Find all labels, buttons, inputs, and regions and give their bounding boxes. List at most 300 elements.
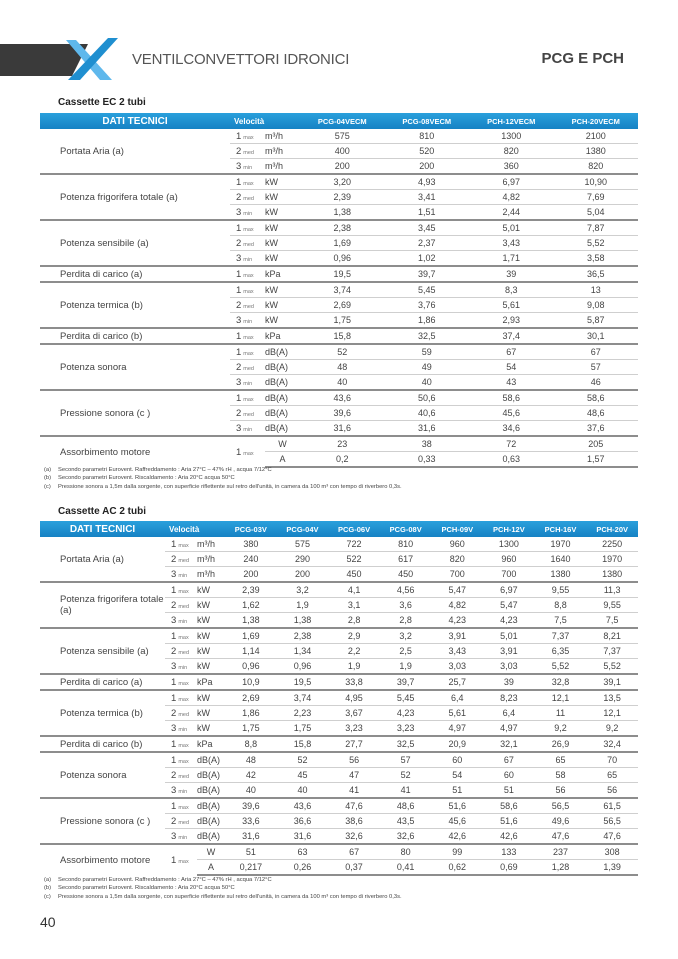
speed-number: 1 bbox=[171, 754, 177, 766]
footnote bbox=[44, 893, 402, 901]
speed-level bbox=[230, 375, 265, 391]
value-cell: 3,2 bbox=[277, 582, 329, 598]
unit: kW bbox=[197, 659, 225, 675]
value-cell: 575 bbox=[334, 131, 350, 141]
value-cell: 39,7 bbox=[385, 266, 470, 282]
value-cell: 4,56 bbox=[380, 582, 432, 598]
value-cell: 58,6 bbox=[554, 390, 639, 406]
speed-qualifier: med bbox=[243, 195, 254, 202]
value-cell: 50,6 bbox=[385, 390, 470, 406]
value-cell: 7,37 bbox=[586, 644, 638, 659]
speed-level bbox=[230, 344, 265, 360]
speed-number: 2 bbox=[171, 707, 177, 719]
value-cell: 1970 bbox=[586, 552, 638, 567]
unit: kPa bbox=[265, 328, 300, 344]
value-cell: 820 bbox=[431, 552, 483, 567]
unit: kW bbox=[197, 721, 225, 737]
unit: kW bbox=[265, 220, 300, 236]
speed-level bbox=[230, 390, 265, 406]
speed-number: 2 bbox=[236, 299, 242, 311]
speed-qualifier: min bbox=[178, 664, 188, 671]
value-cell: 38 bbox=[385, 436, 470, 452]
row-label: Assorbimento motore bbox=[40, 436, 230, 467]
value-cell: 5,04 bbox=[554, 205, 639, 221]
value-cell: 1,51 bbox=[385, 205, 470, 221]
value-cell: 0,62 bbox=[431, 860, 483, 876]
value-cell: 58,6 bbox=[483, 798, 535, 814]
speed-qualifier: max bbox=[243, 334, 254, 341]
value-cell: 200 bbox=[277, 567, 329, 583]
value-cell: 47,6 bbox=[586, 829, 638, 845]
value-cell: 39 bbox=[469, 266, 554, 282]
table-row bbox=[40, 690, 638, 706]
value-cell: 1,75 bbox=[277, 721, 329, 737]
speed-level bbox=[230, 251, 265, 267]
value-cell: 4,82 bbox=[431, 598, 483, 613]
value-cell: 5,01 bbox=[483, 628, 535, 644]
value-cell: 47,6 bbox=[535, 829, 587, 845]
header-model: PCG-03V bbox=[225, 521, 277, 537]
value-cell: 12,1 bbox=[586, 706, 638, 721]
value-cell: 205 bbox=[554, 436, 639, 452]
value-cell: 30,1 bbox=[554, 328, 639, 344]
value-cell: 5,45 bbox=[385, 282, 470, 298]
header-model: PCH-16V bbox=[535, 521, 587, 537]
speed-number: 1 bbox=[171, 854, 177, 866]
value-cell: 960 bbox=[449, 539, 465, 549]
value-cell: 40 bbox=[225, 783, 277, 799]
speed-number: 3 bbox=[236, 252, 242, 264]
speed-level bbox=[165, 690, 197, 706]
speed-number: 1 bbox=[236, 222, 242, 234]
value-cell: 67 bbox=[554, 344, 639, 360]
table-row bbox=[40, 436, 638, 452]
speed-qualifier: max bbox=[243, 134, 254, 141]
header-model: PCH-20V bbox=[586, 521, 638, 537]
value-cell: 49 bbox=[385, 360, 470, 375]
row-label: Portata Aria (a) bbox=[60, 553, 124, 565]
unit: kW bbox=[265, 298, 300, 313]
value-cell: 0,96 bbox=[300, 251, 385, 267]
speed-level bbox=[165, 783, 197, 799]
value-cell: 37,4 bbox=[469, 328, 554, 344]
value-cell: 10,9 bbox=[225, 674, 277, 690]
row-label: Pressione sonora (c ) bbox=[40, 390, 230, 436]
value-cell: 65 bbox=[535, 752, 587, 768]
speed-qualifier: med bbox=[178, 711, 190, 718]
speed-level bbox=[165, 628, 197, 644]
speed-qualifier: max bbox=[178, 588, 189, 595]
header-model: PCH-09V bbox=[431, 521, 483, 537]
speed-level bbox=[230, 313, 265, 329]
value-cell: 11,3 bbox=[586, 582, 638, 598]
speed-level bbox=[230, 129, 265, 144]
value-cell: 4,82 bbox=[469, 190, 554, 205]
value-cell: 32,1 bbox=[483, 736, 535, 752]
unit: dB(A) bbox=[197, 768, 225, 783]
speed-qualifier: max bbox=[178, 742, 189, 749]
value-cell: 400 bbox=[300, 144, 385, 159]
unit: A bbox=[265, 452, 300, 468]
speed-level bbox=[230, 220, 265, 236]
unit: dB(A) bbox=[265, 344, 300, 360]
speed-number: 1 bbox=[236, 268, 242, 280]
footnote bbox=[44, 876, 402, 884]
value-cell: 12,1 bbox=[535, 690, 587, 706]
value-cell: 1,34 bbox=[277, 644, 329, 659]
value-cell: 25,7 bbox=[431, 674, 483, 690]
unit: m³/h bbox=[265, 131, 283, 141]
speed-number: 2 bbox=[236, 361, 242, 373]
value-cell: 1,9 bbox=[328, 659, 380, 675]
value-cell: 19,5 bbox=[300, 266, 385, 282]
table-row bbox=[40, 344, 638, 360]
value-cell: 2,39 bbox=[300, 190, 385, 205]
value-cell: 39,6 bbox=[300, 406, 385, 421]
header-dati-tecnici: DATI TECNICI bbox=[40, 113, 230, 129]
document-title: VENTILCONVETTORI IDRONICI bbox=[132, 51, 350, 68]
value-cell: 1300 bbox=[498, 539, 519, 549]
value-cell: 67 bbox=[483, 752, 535, 768]
speed-qualifier: min bbox=[243, 380, 253, 387]
footnote-text: Secondo parametri Eurovent. Riscaldamento : Aria 20°C acqua 50°C bbox=[58, 475, 235, 482]
unit: kW bbox=[265, 190, 300, 205]
speed-qualifier: min bbox=[243, 318, 253, 325]
value-cell: 810 bbox=[419, 131, 435, 141]
value-cell: 237 bbox=[535, 844, 587, 860]
value-cell: 1,69 bbox=[225, 628, 277, 644]
value-cell: 1380 bbox=[535, 567, 587, 583]
value-cell: 360 bbox=[469, 159, 554, 175]
speed-qualifier: max bbox=[243, 180, 254, 187]
value-cell: 6,97 bbox=[483, 582, 535, 598]
value-cell: 56 bbox=[535, 783, 587, 799]
table-row bbox=[40, 328, 638, 344]
value-cell: 1,38 bbox=[300, 205, 385, 221]
speed-number: 3 bbox=[171, 660, 177, 672]
value-cell: 810 bbox=[398, 539, 414, 549]
header-model: PCG-04V bbox=[277, 521, 329, 537]
speed-qualifier: min bbox=[178, 618, 188, 625]
table-row bbox=[40, 174, 638, 190]
speed-number: 2 bbox=[171, 769, 177, 781]
speed-qualifier: min bbox=[178, 726, 188, 733]
value-cell: 0,69 bbox=[483, 860, 535, 876]
table-header-row bbox=[40, 113, 638, 129]
value-cell: 450 bbox=[328, 567, 380, 583]
speed-number: 2 bbox=[171, 645, 177, 657]
speed-number: 3 bbox=[171, 830, 177, 842]
value-cell: 3,74 bbox=[300, 282, 385, 298]
unit: kPa bbox=[197, 736, 225, 752]
value-cell: 20,9 bbox=[431, 736, 483, 752]
speed-qualifier: max bbox=[243, 226, 254, 233]
table-header-row bbox=[40, 521, 638, 537]
value-cell: 32,5 bbox=[380, 736, 432, 752]
unit: dB(A) bbox=[197, 829, 225, 845]
header-model: PCH-20VECM bbox=[554, 113, 639, 129]
speed-qualifier: med bbox=[178, 819, 190, 826]
footnote-key: (a) bbox=[44, 467, 52, 473]
value-cell: 9,55 bbox=[535, 582, 587, 598]
speed-number: 3 bbox=[171, 614, 177, 626]
footnote-text: Secondo parametri Eurovent. Raffreddamento : Aria 27°C – 47% rH , acqua 7/12°C bbox=[58, 877, 272, 883]
value-cell: 520 bbox=[385, 144, 470, 159]
footnote bbox=[44, 483, 402, 491]
speed-number: 1 bbox=[236, 392, 242, 404]
footnote-text: Secondo parametri Eurovent. Riscaldamento : Aria 20°C acqua 50°C bbox=[58, 885, 235, 892]
value-cell: 3,43 bbox=[469, 236, 554, 251]
value-cell: 31,6 bbox=[277, 829, 329, 845]
speed-number: 1 bbox=[171, 800, 177, 812]
speed-qualifier: max bbox=[243, 350, 254, 357]
speed-number: 2 bbox=[171, 553, 177, 565]
footnote bbox=[44, 884, 402, 892]
value-cell: 42,6 bbox=[483, 829, 535, 845]
value-cell: 8,8 bbox=[225, 736, 277, 752]
speed-qualifier: min bbox=[243, 210, 253, 217]
section-title-ec: Cassette EC 2 tubi bbox=[58, 97, 146, 108]
table-row bbox=[40, 628, 638, 644]
speed-number: 1 bbox=[236, 330, 242, 342]
unit: kW bbox=[197, 598, 225, 613]
speed-number: 1 bbox=[171, 630, 177, 642]
value-cell: 200 bbox=[385, 159, 470, 175]
value-cell: 4,23 bbox=[483, 613, 535, 629]
value-cell: 2100 bbox=[585, 131, 606, 141]
value-cell: 1,28 bbox=[535, 860, 587, 876]
value-cell: 45,6 bbox=[431, 814, 483, 829]
value-cell: 80 bbox=[380, 844, 432, 860]
speed-qualifier: med bbox=[243, 149, 254, 156]
unit: dB(A) bbox=[265, 406, 300, 421]
value-cell: 31,6 bbox=[385, 421, 470, 437]
speed-qualifier: min bbox=[178, 834, 188, 841]
value-cell: 15,8 bbox=[277, 736, 329, 752]
speed-level bbox=[165, 721, 197, 737]
value-cell: 7,37 bbox=[535, 628, 587, 644]
value-cell: 1,39 bbox=[586, 860, 638, 876]
value-cell: 52 bbox=[277, 752, 329, 768]
table-row bbox=[40, 582, 638, 598]
value-cell: 4,97 bbox=[483, 721, 535, 737]
unit: kW bbox=[265, 251, 300, 267]
value-cell: 45 bbox=[277, 768, 329, 783]
value-cell: 1,86 bbox=[225, 706, 277, 721]
value-cell: 1,71 bbox=[469, 251, 554, 267]
speed-number: 3 bbox=[236, 160, 242, 172]
value-cell: 450 bbox=[380, 567, 432, 583]
unit: W bbox=[265, 436, 300, 452]
value-cell: 1300 bbox=[501, 131, 522, 141]
speed-qualifier: min bbox=[243, 164, 253, 171]
value-cell: 42 bbox=[225, 768, 277, 783]
footnotes-ec bbox=[44, 466, 402, 491]
value-cell: 8,3 bbox=[469, 282, 554, 298]
value-cell: 36,5 bbox=[554, 266, 639, 282]
speed-qualifier: med bbox=[243, 411, 254, 418]
value-cell: 3,23 bbox=[328, 721, 380, 737]
value-cell: 4,23 bbox=[380, 706, 432, 721]
value-cell: 41 bbox=[380, 783, 432, 799]
unit: kPa bbox=[265, 266, 300, 282]
speed-number: 1 bbox=[171, 738, 177, 750]
speed-level bbox=[165, 552, 197, 567]
speed-number: 1 bbox=[236, 130, 242, 142]
value-cell: 2250 bbox=[602, 539, 623, 549]
unit: dB(A) bbox=[265, 375, 300, 391]
header-velocita: Velocità bbox=[165, 521, 225, 537]
table-row bbox=[40, 537, 638, 552]
value-cell: 11 bbox=[535, 706, 587, 721]
speed-qualifier: med bbox=[178, 773, 190, 780]
value-cell: 60 bbox=[483, 768, 535, 783]
speed-level bbox=[230, 174, 265, 190]
value-cell: 5,52 bbox=[535, 659, 587, 675]
value-cell: 133 bbox=[483, 844, 535, 860]
unit: dB(A) bbox=[197, 798, 225, 814]
table-row bbox=[40, 798, 638, 814]
value-cell: 240 bbox=[225, 552, 277, 567]
value-cell: 5,52 bbox=[586, 659, 638, 675]
value-cell: 13 bbox=[554, 282, 639, 298]
speed-level bbox=[165, 674, 197, 690]
speed-level bbox=[165, 844, 197, 875]
value-cell: 27,7 bbox=[328, 736, 380, 752]
header-model: PCG-04VECM bbox=[300, 113, 385, 129]
value-cell: 2,93 bbox=[469, 313, 554, 329]
footnote-key: (b) bbox=[44, 885, 52, 892]
value-cell: 59 bbox=[385, 344, 470, 360]
speed-qualifier: min bbox=[243, 426, 253, 433]
table-row bbox=[40, 752, 638, 768]
unit: m³/h bbox=[265, 144, 300, 159]
speed-level bbox=[165, 659, 197, 675]
value-cell: 40 bbox=[385, 375, 470, 391]
spec-table-ec bbox=[40, 113, 638, 468]
value-cell: 65 bbox=[586, 768, 638, 783]
value-cell: 700 bbox=[431, 567, 483, 583]
value-cell: 33,6 bbox=[225, 814, 277, 829]
value-cell: 56,5 bbox=[535, 798, 587, 814]
unit: kW bbox=[197, 628, 225, 644]
value-cell: 0,63 bbox=[469, 452, 554, 468]
value-cell: 9,2 bbox=[586, 721, 638, 737]
value-cell: 3,58 bbox=[554, 251, 639, 267]
value-cell: 1,57 bbox=[554, 452, 639, 468]
header-model: PCH-12V bbox=[483, 521, 535, 537]
value-cell: 36,6 bbox=[277, 814, 329, 829]
value-cell: 2,8 bbox=[380, 613, 432, 629]
speed-qualifier: max bbox=[178, 634, 189, 641]
product-series: PCG E PCH bbox=[541, 50, 624, 67]
page-number: 40 bbox=[40, 914, 56, 930]
row-label: Potenza frigorifera totale (a) bbox=[40, 582, 165, 628]
value-cell: 0,41 bbox=[380, 860, 432, 876]
row-label: Potenza termica (b) bbox=[40, 282, 230, 328]
value-cell: 57 bbox=[380, 752, 432, 768]
value-cell: 67 bbox=[469, 344, 554, 360]
value-cell: 4,23 bbox=[431, 613, 483, 629]
speed-level bbox=[230, 298, 265, 313]
value-cell: 31,6 bbox=[300, 421, 385, 437]
value-cell: 32,6 bbox=[328, 829, 380, 845]
value-cell: 32,6 bbox=[380, 829, 432, 845]
unit: m³/h bbox=[197, 539, 216, 549]
row-label: Potenza frigorifera totale (a) bbox=[40, 174, 230, 220]
row-label: Potenza termica (b) bbox=[40, 690, 165, 736]
value-cell: 5,61 bbox=[469, 298, 554, 313]
section-title-ac: Cassette AC 2 tubi bbox=[58, 506, 146, 517]
value-cell: 3,76 bbox=[385, 298, 470, 313]
value-cell: 57 bbox=[554, 360, 639, 375]
value-cell: 1,14 bbox=[225, 644, 277, 659]
unit: dB(A) bbox=[265, 421, 300, 437]
speed-qualifier: min bbox=[243, 256, 253, 263]
value-cell: 1,02 bbox=[385, 251, 470, 267]
speed-qualifier: max bbox=[243, 450, 254, 457]
header-velocita: Velocità bbox=[230, 113, 300, 129]
value-cell: 5,47 bbox=[483, 598, 535, 613]
speed-number: 1 bbox=[171, 538, 177, 550]
unit: m³/h bbox=[197, 552, 225, 567]
value-cell: 522 bbox=[328, 552, 380, 567]
unit: W bbox=[197, 844, 225, 860]
speed-level bbox=[165, 814, 197, 829]
value-cell: 40,6 bbox=[385, 406, 470, 421]
value-cell: 3,1 bbox=[328, 598, 380, 613]
speed-qualifier: min bbox=[178, 572, 188, 579]
value-cell: 48 bbox=[300, 360, 385, 375]
value-cell: 43,6 bbox=[300, 390, 385, 406]
value-cell: 5,45 bbox=[380, 690, 432, 706]
unit: kPa bbox=[197, 674, 225, 690]
value-cell: 45,6 bbox=[469, 406, 554, 421]
row-label: Assorbimento motore bbox=[40, 844, 165, 875]
value-cell: 39,7 bbox=[380, 674, 432, 690]
speed-level bbox=[165, 829, 197, 845]
header-model: PCH-12VECM bbox=[469, 113, 554, 129]
value-cell: 48,6 bbox=[380, 798, 432, 814]
speed-qualifier: max bbox=[243, 288, 254, 295]
value-cell: 5,87 bbox=[554, 313, 639, 329]
value-cell: 1380 bbox=[554, 144, 639, 159]
speed-level bbox=[230, 144, 265, 159]
value-cell: 15,8 bbox=[300, 328, 385, 344]
speed-number: 1 bbox=[236, 446, 242, 458]
value-cell: 13,5 bbox=[586, 690, 638, 706]
value-cell: 6,97 bbox=[469, 174, 554, 190]
speed-number: 3 bbox=[236, 206, 242, 218]
value-cell: 7,69 bbox=[554, 190, 639, 205]
value-cell: 1,69 bbox=[300, 236, 385, 251]
value-cell: 200 bbox=[225, 567, 277, 583]
value-cell: 5,01 bbox=[469, 220, 554, 236]
footnote-key: (b) bbox=[44, 475, 52, 482]
value-cell: 2,38 bbox=[300, 220, 385, 236]
speed-level bbox=[165, 768, 197, 783]
value-cell: 1,9 bbox=[380, 659, 432, 675]
value-cell: 290 bbox=[277, 552, 329, 567]
value-cell: 3,41 bbox=[385, 190, 470, 205]
value-cell: 7,5 bbox=[586, 613, 638, 629]
value-cell: 52 bbox=[380, 768, 432, 783]
value-cell: 54 bbox=[469, 360, 554, 375]
value-cell: 56 bbox=[328, 752, 380, 768]
value-cell: 58 bbox=[535, 768, 587, 783]
row-label: Potenza sensibile (a) bbox=[40, 220, 230, 266]
value-cell: 3,67 bbox=[328, 706, 380, 721]
